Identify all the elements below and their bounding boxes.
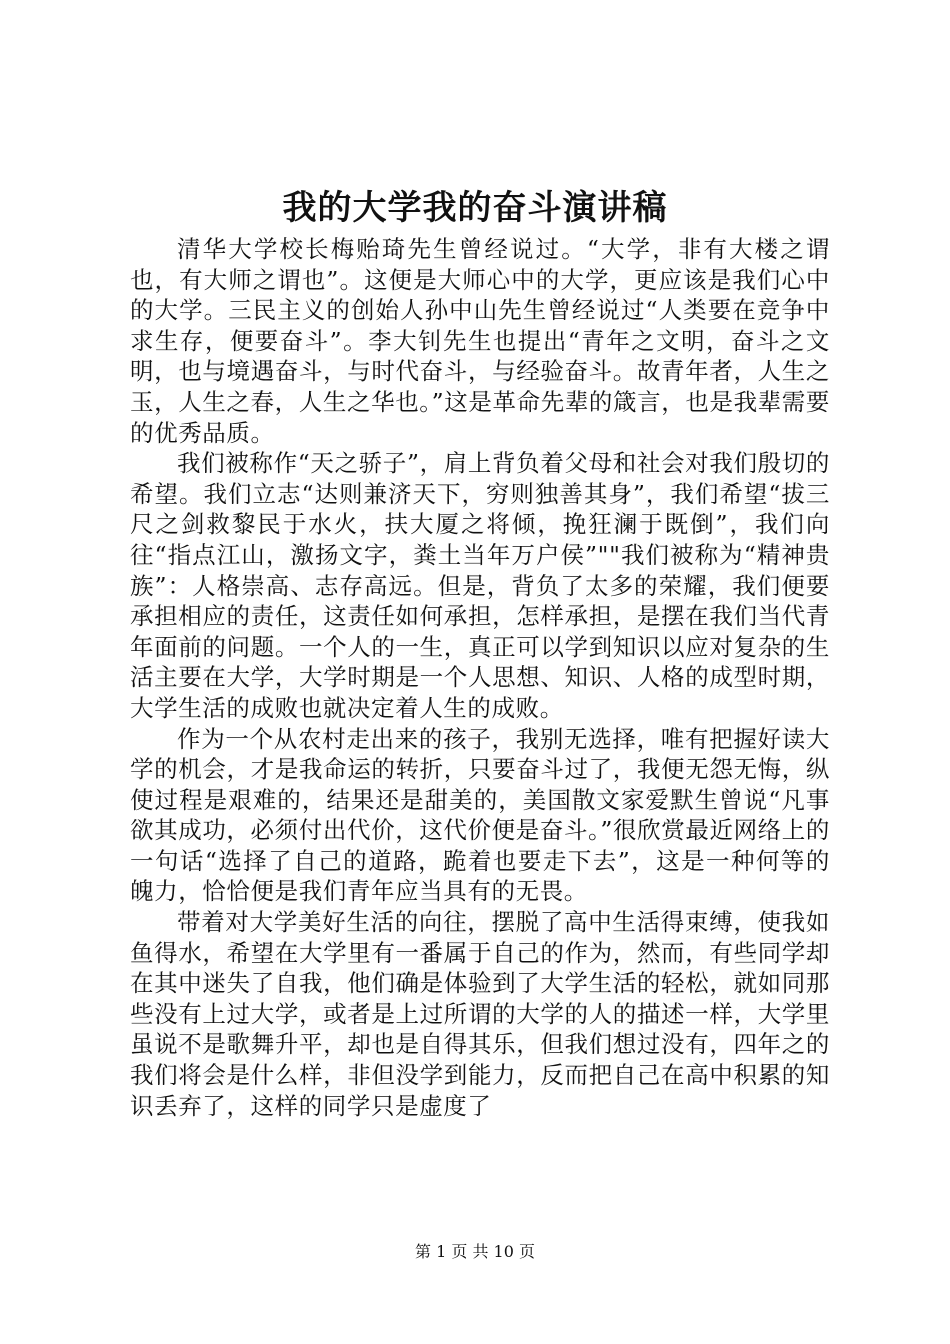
- paragraph-3: 作为一个从农村走出来的孩子，我别无选择，唯有把握好读大学的机会，才是我命运的转折，只要奋斗过了，我便无怨无悔，纵使过程是艰难的，结果还是甜美的，美国散文家爱默生曾说“凡事欲其成功，必须付出代价，这代价便是奋斗。”很欣赏最近网络上的一句话“选择了自己的道路，跪着也要走下去”，这是一种何等的魄力，恰恰便是我们青年应当具有的无畏。: [130, 724, 830, 906]
- page-number-footer: 第 1 页 共 10 页: [415, 1242, 535, 1261]
- paragraph-4: 带着对大学美好生活的向往，摆脱了高中生活得束缚，使我如鱼得水，希望在大学里有一番属于自己的作为，然而，有些同学却在其中迷失了自我，他们确是体验到了大学生活的轻松，就如同那些没有上过大学，或者是上过所谓的大学的人的描述一样，大学里虽说不是歌舞升平，却也是自得其乐，但我们想过没有，四年之的我们将会是什么样，非但没学到能力，反而把自己在高中积累的知识丢弃了，这样的同学只是虚度了: [130, 908, 830, 1120]
- document-title: 我的大学我的奋斗演讲稿: [282, 188, 668, 228]
- paragraph-2: 我们被称作“天之骄子”，肩上背负着父母和社会对我们殷切的希望。我们立志“达则兼济天下，穷则独善其身”，我们希望“拔三尺之剑救黎民于水火，扶大厦之将倾，挽狂澜于既倒”，我们向往“指点江山，激扬文字，粪土当年万户侯”""我们被称为“精神贵族”：人格崇高、志存高远。但是，背负了太多的荣耀，我们便要承担相应的责任，这责任如何承担，怎样承担，是摆在我们当代青年面前的问题。一个人的一生，真正可以学到知识以应对复杂的生活主要在大学，大学时期是一个人思想、知识、人格的成型时期，大学生活的成败也就决定着人生的成败。: [130, 449, 830, 722]
- paragraph-1: 清华大学校长梅贻琦先生曾经说过。“大学，非有大楼之谓也，有大师之谓也”。这便是大师心中的大学，更应该是我们心中的大学。三民主义的创始人孙中山先生曾经说过“人类要在竞争中求生存，便要奋斗”。李大钊先生也提出“青年之文明，奋斗之文明，也与境遇奋斗，与时代奋斗，与经验奋斗。故青年者，人生之玉，人生之春，人生之华也。”这是革命先辈的箴言，也是我辈需要的优秀品质。: [130, 235, 830, 447]
- document-body: [130, 234, 830, 1121]
